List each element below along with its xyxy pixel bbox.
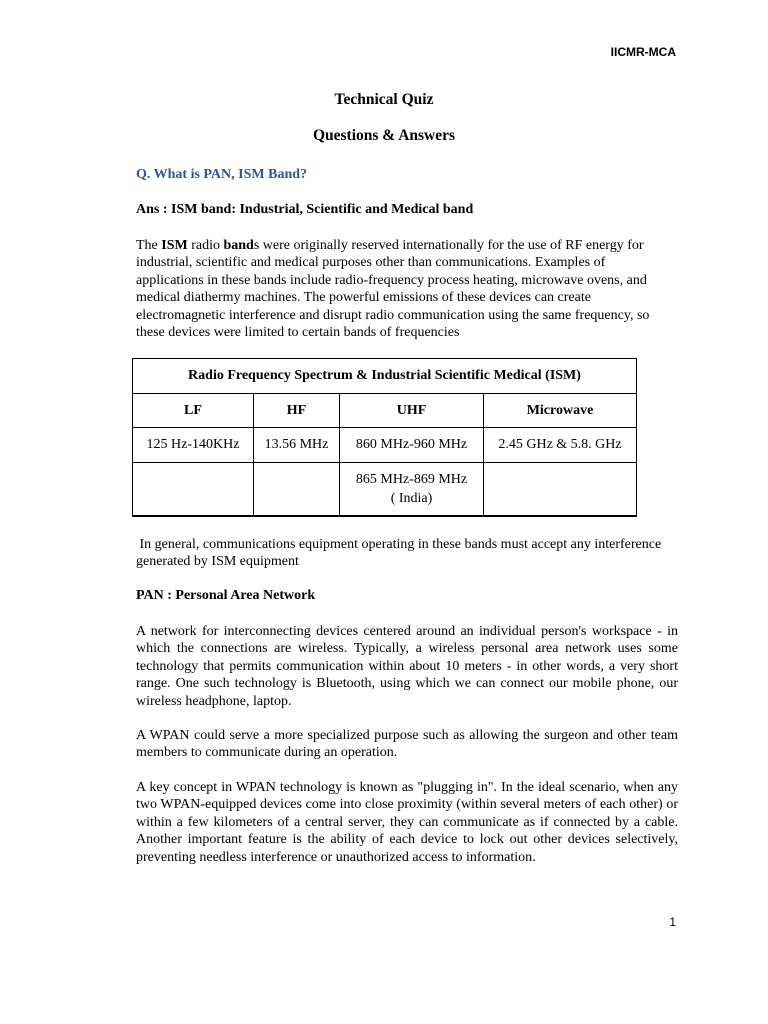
table-title: Radio Frequency Spectrum & Industrial Scientific Medical (ISM) <box>133 359 637 394</box>
page-subtitle: Questions & Answers <box>312 127 456 144</box>
pan-paragraph-1: A network for interconnecting devices centered around an individual person's workspace - in which the connections are wireless. Typically, a wireless personal area network uses some technology that permits communication within about 10 meters - in other words, a very short range. One such technology is Bluetooth, using which we can connect our mobile phone, our wireless headphone, laptop. <box>136 624 678 709</box>
ism-frequency-table <box>132 358 637 517</box>
column-header-microwave: Microwave <box>484 394 637 428</box>
table-cell: 125 Hz-140KHz <box>133 428 254 463</box>
table-cell <box>484 463 637 517</box>
table-cell: 2.45 GHz & 5.8. GHz <box>484 428 637 463</box>
uhf-india-note: ( India) <box>390 490 433 506</box>
column-header-lf: LF <box>133 394 254 428</box>
column-header-hf: HF <box>254 394 340 428</box>
page-number: 1 <box>669 915 676 929</box>
question-heading: Q. What is PAN, ISM Band? <box>136 167 308 182</box>
pan-paragraph-2: A WPAN could serve a more specialized purpose such as allowing the surgeon and other team members to communicate during an operation. <box>136 728 678 761</box>
table-cell <box>254 463 340 517</box>
general-paragraph: In general, communications equipment operating in these bands must accept any interference generated by ISM equipment <box>136 537 665 570</box>
page-title: Technical Quiz <box>334 91 434 108</box>
column-header-uhf: UHF <box>340 394 484 428</box>
table-cell-uhf-india <box>340 463 484 517</box>
ism-text-rest: s were originally reserved internationally for the use of RF energy for industrial, scientific and medical purposes other than communications. Examples of applications in these bands include radio-frequency process heating, microwave ovens, and medical diathermy machines. The powerful emissions of these devices can create electromagnetic interference and disrupt radio communication using the same frequency, so these devices were limited to certain bands of frequencies <box>136 238 650 341</box>
ism-text-pre: The <box>136 238 162 253</box>
uhf-india-range: 865 MHz-869 MHz <box>355 471 468 487</box>
ism-text-mid: radio <box>187 238 224 253</box>
ism-text-bold-band: band <box>223 238 254 253</box>
ism-paragraph <box>136 237 676 341</box>
table-cell: 13.56 MHz <box>254 428 340 463</box>
pan-heading: PAN : Personal Area Network <box>136 588 316 603</box>
header-org: IICMR-MCA <box>610 45 676 59</box>
pan-paragraph-3: A key concept in WPAN technology is known as "plugging in". In the ideal scenario, when any two WPAN-equipped devices come into close proximity (within several meters of each other) or within a few kilometers of a central server, they can communicate as if connected by a cable. Another important feature is the ability of each device to lock out other devices selectively, preventing needless interference or unauthorized access to information. <box>136 780 678 865</box>
table-cell <box>133 463 254 517</box>
answer-heading: Ans : ISM band: Industrial, Scientific and Medical band <box>136 202 474 217</box>
table-cell: 860 MHz-960 MHz <box>340 428 484 463</box>
ism-text-bold-ism: ISM <box>161 238 188 253</box>
